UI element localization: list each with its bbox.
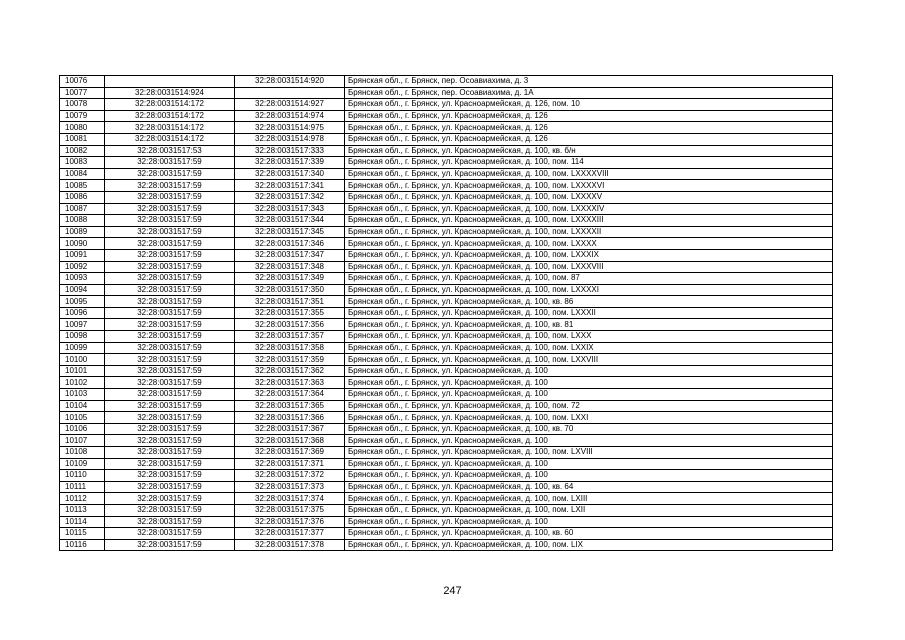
object-number-cell: 32:28:0031514:975 bbox=[235, 122, 345, 134]
object-number-cell: 32:28:0031517:355 bbox=[235, 307, 345, 319]
object-number-cell: 32:28:0031514:978 bbox=[235, 133, 345, 145]
table-row bbox=[60, 284, 833, 296]
row-number-cell: 10103 bbox=[60, 389, 105, 401]
address-cell: Брянская обл., г. Брянск, ул. Красноармейская, д. 100, пом. LXXXII bbox=[345, 307, 833, 319]
parcel-number-cell: 32:28:0031517:59 bbox=[105, 157, 235, 169]
table-row bbox=[60, 238, 833, 250]
object-number-cell: 32:28:0031517:339 bbox=[235, 157, 345, 169]
object-number-cell: 32:28:0031514:974 bbox=[235, 110, 345, 122]
parcel-number-cell: 32:28:0031517:59 bbox=[105, 249, 235, 261]
address-cell: Брянская обл., г. Брянск, ул. Красноармейская, д. 100, пом. LXXXXII bbox=[345, 226, 833, 238]
row-number-cell: 10093 bbox=[60, 273, 105, 285]
table-row bbox=[60, 99, 833, 111]
address-cell: Брянская обл., г. Брянск, ул. Красноармейская, д. 100 bbox=[345, 389, 833, 401]
table-row bbox=[60, 76, 833, 88]
table-row bbox=[60, 319, 833, 331]
address-cell: Брянская обл., г. Брянск, ул. Красноармейская, д. 100, пом. LXXXXV bbox=[345, 191, 833, 203]
parcel-number-cell: 32:28:0031517:59 bbox=[105, 504, 235, 516]
object-number-cell: 32:28:0031517:341 bbox=[235, 180, 345, 192]
parcel-number-cell: 32:28:0031517:59 bbox=[105, 481, 235, 493]
object-number-cell: 32:28:0031517:374 bbox=[235, 493, 345, 505]
parcel-number-cell: 32:28:0031517:59 bbox=[105, 296, 235, 308]
row-number-cell: 10108 bbox=[60, 447, 105, 459]
object-number-cell: 32:28:0031517:373 bbox=[235, 481, 345, 493]
table-row bbox=[60, 145, 833, 157]
object-number-cell: 32:28:0031517:362 bbox=[235, 365, 345, 377]
address-cell: Брянская обл., г. Брянск, ул. Красноармейская, д. 100, кв. 70 bbox=[345, 423, 833, 435]
row-number-cell: 10094 bbox=[60, 284, 105, 296]
parcel-number-cell: 32:28:0031514:172 bbox=[105, 110, 235, 122]
row-number-cell: 10098 bbox=[60, 331, 105, 343]
table-row bbox=[60, 249, 833, 261]
address-cell: Брянская обл., г. Брянск, ул. Красноармейская, д. 100, пом. LXVIII bbox=[345, 447, 833, 459]
row-number-cell: 10089 bbox=[60, 226, 105, 238]
object-number-cell: 32:28:0031517:366 bbox=[235, 412, 345, 424]
parcel-number-cell: 32:28:0031517:59 bbox=[105, 447, 235, 459]
object-number-cell: 32:28:0031517:356 bbox=[235, 319, 345, 331]
row-number-cell: 10102 bbox=[60, 377, 105, 389]
table-row bbox=[60, 423, 833, 435]
object-number-cell: 32:28:0031517:369 bbox=[235, 447, 345, 459]
property-table bbox=[59, 75, 833, 551]
address-cell: Брянская обл., г. Брянск, ул. Красноармейская, д. 100, кв. 81 bbox=[345, 319, 833, 331]
table-row bbox=[60, 539, 833, 551]
parcel-number-cell: 32:28:0031517:59 bbox=[105, 412, 235, 424]
row-number-cell: 10112 bbox=[60, 493, 105, 505]
object-number-cell: 32:28:0031517:343 bbox=[235, 203, 345, 215]
object-number-cell: 32:28:0031514:920 bbox=[235, 76, 345, 88]
parcel-number-cell: 32:28:0031517:59 bbox=[105, 389, 235, 401]
parcel-number-cell: 32:28:0031517:59 bbox=[105, 354, 235, 366]
row-number-cell: 10100 bbox=[60, 354, 105, 366]
table-row bbox=[60, 504, 833, 516]
table-row bbox=[60, 435, 833, 447]
address-cell: Брянская обл., г. Брянск, ул. Красноармейская, д. 126 bbox=[345, 122, 833, 134]
address-cell: Брянская обл., г. Брянск, ул. Красноармейская, д. 100, пом. LXIII bbox=[345, 493, 833, 505]
table-row bbox=[60, 389, 833, 401]
row-number-cell: 10095 bbox=[60, 296, 105, 308]
table-row bbox=[60, 528, 833, 540]
address-cell: Брянская обл., г. Брянск, ул. Красноармейская, д. 100, кв. 60 bbox=[345, 528, 833, 540]
parcel-number-cell: 32:28:0031517:59 bbox=[105, 261, 235, 273]
row-number-cell: 10092 bbox=[60, 261, 105, 273]
row-number-cell: 10104 bbox=[60, 400, 105, 412]
row-number-cell: 10091 bbox=[60, 249, 105, 261]
object-number-cell: 32:28:0031517:372 bbox=[235, 470, 345, 482]
parcel-number-cell: 32:28:0031517:59 bbox=[105, 307, 235, 319]
row-number-cell: 10080 bbox=[60, 122, 105, 134]
parcel-number-cell: 32:28:0031514:172 bbox=[105, 133, 235, 145]
table-row bbox=[60, 470, 833, 482]
table-row bbox=[60, 191, 833, 203]
object-number-cell: 32:28:0031517:363 bbox=[235, 377, 345, 389]
table-row bbox=[60, 354, 833, 366]
object-number-cell: 32:28:0031517:340 bbox=[235, 168, 345, 180]
row-number-cell: 10084 bbox=[60, 168, 105, 180]
address-cell: Брянская обл., г. Брянск, ул. Красноармейская, д. 100 bbox=[345, 435, 833, 447]
object-number-cell: 32:28:0031517:333 bbox=[235, 145, 345, 157]
parcel-number-cell: 32:28:0031517:59 bbox=[105, 168, 235, 180]
row-number-cell: 10082 bbox=[60, 145, 105, 157]
row-number-cell: 10078 bbox=[60, 99, 105, 111]
row-number-cell: 10096 bbox=[60, 307, 105, 319]
address-cell: Брянская обл., г. Брянск, ул. Красноармейская, д. 100 bbox=[345, 377, 833, 389]
row-number-cell: 10079 bbox=[60, 110, 105, 122]
parcel-number-cell: 32:28:0031517:59 bbox=[105, 377, 235, 389]
address-cell: Брянская обл., г. Брянск, ул. Красноармейская, д. 100 bbox=[345, 470, 833, 482]
parcel-number-cell: 32:28:0031517:59 bbox=[105, 284, 235, 296]
row-number-cell: 10085 bbox=[60, 180, 105, 192]
table-row bbox=[60, 365, 833, 377]
parcel-number-cell: 32:28:0031517:59 bbox=[105, 539, 235, 551]
row-number-cell: 10086 bbox=[60, 191, 105, 203]
parcel-number-cell: 32:28:0031517:59 bbox=[105, 342, 235, 354]
row-number-cell: 10090 bbox=[60, 238, 105, 250]
address-cell: Брянская обл., г. Брянск, ул. Красноармейская, д. 100, пом. LXXIX bbox=[345, 342, 833, 354]
object-number-cell: 32:28:0031517:367 bbox=[235, 423, 345, 435]
row-number-cell: 10114 bbox=[60, 516, 105, 528]
row-number-cell: 10110 bbox=[60, 470, 105, 482]
parcel-number-cell: 32:28:0031517:53 bbox=[105, 145, 235, 157]
address-cell: Брянская обл., г. Брянск, ул. Красноармейская, д. 100, пом. 114 bbox=[345, 157, 833, 169]
object-number-cell: 32:28:0031517:357 bbox=[235, 331, 345, 343]
row-number-cell: 10077 bbox=[60, 87, 105, 99]
object-number-cell: 32:28:0031514:927 bbox=[235, 99, 345, 111]
object-number-cell bbox=[235, 87, 345, 99]
table-row bbox=[60, 296, 833, 308]
parcel-number-cell: 32:28:0031517:59 bbox=[105, 203, 235, 215]
address-cell: Брянская обл., г. Брянск, ул. Красноармейская, д. 100 bbox=[345, 458, 833, 470]
object-number-cell: 32:28:0031517:346 bbox=[235, 238, 345, 250]
table-row bbox=[60, 133, 833, 145]
object-number-cell: 32:28:0031517:351 bbox=[235, 296, 345, 308]
row-number-cell: 10087 bbox=[60, 203, 105, 215]
parcel-number-cell: 32:28:0031517:59 bbox=[105, 435, 235, 447]
table-row bbox=[60, 261, 833, 273]
row-number-cell: 10088 bbox=[60, 215, 105, 227]
table-row bbox=[60, 447, 833, 459]
address-cell: Брянская обл., г. Брянск, ул. Красноармейская, д. 126, пом. 10 bbox=[345, 99, 833, 111]
object-number-cell: 32:28:0031517:377 bbox=[235, 528, 345, 540]
object-number-cell: 32:28:0031517:371 bbox=[235, 458, 345, 470]
table-row bbox=[60, 516, 833, 528]
object-number-cell: 32:28:0031517:358 bbox=[235, 342, 345, 354]
address-cell: Брянская обл., г. Брянск, ул. Красноармейская, д. 100, кв. б/н bbox=[345, 145, 833, 157]
table-row bbox=[60, 458, 833, 470]
parcel-number-cell: 32:28:0031517:59 bbox=[105, 400, 235, 412]
table-row bbox=[60, 493, 833, 505]
address-cell: Брянская обл., г. Брянск, ул. Красноармейская, д. 100, пом. LXXXXVI bbox=[345, 180, 833, 192]
parcel-number-cell: 32:28:0031517:59 bbox=[105, 516, 235, 528]
table-row bbox=[60, 377, 833, 389]
parcel-number-cell bbox=[105, 76, 235, 88]
address-cell: Брянская обл., г. Брянск, ул. Красноармейская, д. 100, пом. LXII bbox=[345, 504, 833, 516]
address-cell: Брянская обл., г. Брянск, ул. Красноармейская, д. 126 bbox=[345, 133, 833, 145]
parcel-number-cell: 32:28:0031517:59 bbox=[105, 226, 235, 238]
address-cell: Брянская обл., г. Брянск, ул. Красноармейская, д. 100, пом. LXXXXVIII bbox=[345, 168, 833, 180]
parcel-number-cell: 32:28:0031517:59 bbox=[105, 191, 235, 203]
parcel-number-cell: 32:28:0031517:59 bbox=[105, 493, 235, 505]
table-row bbox=[60, 180, 833, 192]
address-cell: Брянская обл., г. Брянск, ул. Красноармейская, д. 100, пом. LIX bbox=[345, 539, 833, 551]
row-number-cell: 10101 bbox=[60, 365, 105, 377]
parcel-number-cell: 32:28:0031517:59 bbox=[105, 180, 235, 192]
address-cell: Брянская обл., г. Брянск, ул. Красноармейская, д. 100, кв. 64 bbox=[345, 481, 833, 493]
parcel-number-cell: 32:28:0031514:172 bbox=[105, 122, 235, 134]
row-number-cell: 10116 bbox=[60, 539, 105, 551]
row-number-cell: 10115 bbox=[60, 528, 105, 540]
object-number-cell: 32:28:0031517:348 bbox=[235, 261, 345, 273]
table-row bbox=[60, 226, 833, 238]
address-cell: Брянская обл., г. Брянск, ул. Красноармейская, д. 100 bbox=[345, 365, 833, 377]
row-number-cell: 10099 bbox=[60, 342, 105, 354]
address-cell: Брянская обл., г. Брянск, ул. Красноармейская, д. 100, пом. LXXXX bbox=[345, 238, 833, 250]
table-row bbox=[60, 307, 833, 319]
parcel-number-cell: 32:28:0031517:59 bbox=[105, 238, 235, 250]
object-number-cell: 32:28:0031517:378 bbox=[235, 539, 345, 551]
address-cell: Брянская обл., г. Брянск, ул. Красноармейская, д. 100, пом. LXXXXIV bbox=[345, 203, 833, 215]
table-row bbox=[60, 412, 833, 424]
address-cell: Брянская обл., г. Брянск, пер. Осоавиахима, д. 1А bbox=[345, 87, 833, 99]
table-row bbox=[60, 400, 833, 412]
table-row bbox=[60, 331, 833, 343]
parcel-number-cell: 32:28:0031517:59 bbox=[105, 423, 235, 435]
address-cell: Брянская обл., г. Брянск, ул. Красноармейская, д. 100 bbox=[345, 516, 833, 528]
parcel-number-cell: 32:28:0031514:172 bbox=[105, 99, 235, 111]
row-number-cell: 10083 bbox=[60, 157, 105, 169]
address-cell: Брянская обл., г. Брянск, ул. Красноармейская, д. 100, пом. LXXVIII bbox=[345, 354, 833, 366]
address-cell: Брянская обл., г. Брянск, ул. Красноармейская, д. 100, пом. LXXXXIII bbox=[345, 215, 833, 227]
table-row bbox=[60, 273, 833, 285]
object-number-cell: 32:28:0031517:368 bbox=[235, 435, 345, 447]
row-number-cell: 10105 bbox=[60, 412, 105, 424]
address-cell: Брянская обл., г. Брянск, ул. Красноармейская, д. 100, кв. 86 bbox=[345, 296, 833, 308]
table-body bbox=[60, 76, 833, 551]
parcel-number-cell: 32:28:0031517:59 bbox=[105, 528, 235, 540]
table-row bbox=[60, 342, 833, 354]
parcel-number-cell: 32:28:0031517:59 bbox=[105, 458, 235, 470]
object-number-cell: 32:28:0031517:344 bbox=[235, 215, 345, 227]
row-number-cell: 10081 bbox=[60, 133, 105, 145]
object-number-cell: 32:28:0031517:365 bbox=[235, 400, 345, 412]
address-cell: Брянская обл., г. Брянск, пер. Осоавиахима, д. 3 bbox=[345, 76, 833, 88]
object-number-cell: 32:28:0031517:342 bbox=[235, 191, 345, 203]
row-number-cell: 10097 bbox=[60, 319, 105, 331]
row-number-cell: 10111 bbox=[60, 481, 105, 493]
row-number-cell: 10113 bbox=[60, 504, 105, 516]
address-cell: Брянская обл., г. Брянск, ул. Красноармейская, д. 100, пом. LXXXVIII bbox=[345, 261, 833, 273]
address-cell: Брянская обл., г. Брянск, ул. Красноармейская, д. 100, пом. LXXXIX bbox=[345, 249, 833, 261]
object-number-cell: 32:28:0031517:345 bbox=[235, 226, 345, 238]
address-cell: Брянская обл., г. Брянск, ул. Красноармейская, д. 100, пом. LXXX bbox=[345, 331, 833, 343]
object-number-cell: 32:28:0031517:375 bbox=[235, 504, 345, 516]
object-number-cell: 32:28:0031517:347 bbox=[235, 249, 345, 261]
parcel-number-cell: 32:28:0031517:59 bbox=[105, 365, 235, 377]
parcel-number-cell: 32:28:0031514:924 bbox=[105, 87, 235, 99]
parcel-number-cell: 32:28:0031517:59 bbox=[105, 319, 235, 331]
table-row bbox=[60, 481, 833, 493]
table-row bbox=[60, 122, 833, 134]
address-cell: Брянская обл., г. Брянск, ул. Красноармейская, д. 100, пом. LXXI bbox=[345, 412, 833, 424]
object-number-cell: 32:28:0031517:359 bbox=[235, 354, 345, 366]
table-row bbox=[60, 168, 833, 180]
parcel-number-cell: 32:28:0031517:59 bbox=[105, 470, 235, 482]
object-number-cell: 32:28:0031517:349 bbox=[235, 273, 345, 285]
address-cell: Брянская обл., г. Брянск, ул. Красноармейская, д. 100, пом. 72 bbox=[345, 400, 833, 412]
parcel-number-cell: 32:28:0031517:59 bbox=[105, 331, 235, 343]
object-number-cell: 32:28:0031517:350 bbox=[235, 284, 345, 296]
row-number-cell: 10076 bbox=[60, 76, 105, 88]
page-number: 247 bbox=[443, 585, 462, 597]
table-row bbox=[60, 87, 833, 99]
row-number-cell: 10106 bbox=[60, 423, 105, 435]
object-number-cell: 32:28:0031517:376 bbox=[235, 516, 345, 528]
parcel-number-cell: 32:28:0031517:59 bbox=[105, 273, 235, 285]
row-number-cell: 10107 bbox=[60, 435, 105, 447]
address-cell: Брянская обл., г. Брянск, ул. Красноармейская, д. 126 bbox=[345, 110, 833, 122]
table-row bbox=[60, 215, 833, 227]
address-cell: Брянская обл., г. Брянск, ул. Красноармейская, д. 100, пом. LXXXXI bbox=[345, 284, 833, 296]
object-number-cell: 32:28:0031517:364 bbox=[235, 389, 345, 401]
table-row bbox=[60, 157, 833, 169]
table-row bbox=[60, 110, 833, 122]
parcel-number-cell: 32:28:0031517:59 bbox=[105, 215, 235, 227]
address-cell: Брянская обл., г. Брянск, ул. Красноармейская, д. 100, пом. 87 bbox=[345, 273, 833, 285]
row-number-cell: 10109 bbox=[60, 458, 105, 470]
table-row bbox=[60, 203, 833, 215]
